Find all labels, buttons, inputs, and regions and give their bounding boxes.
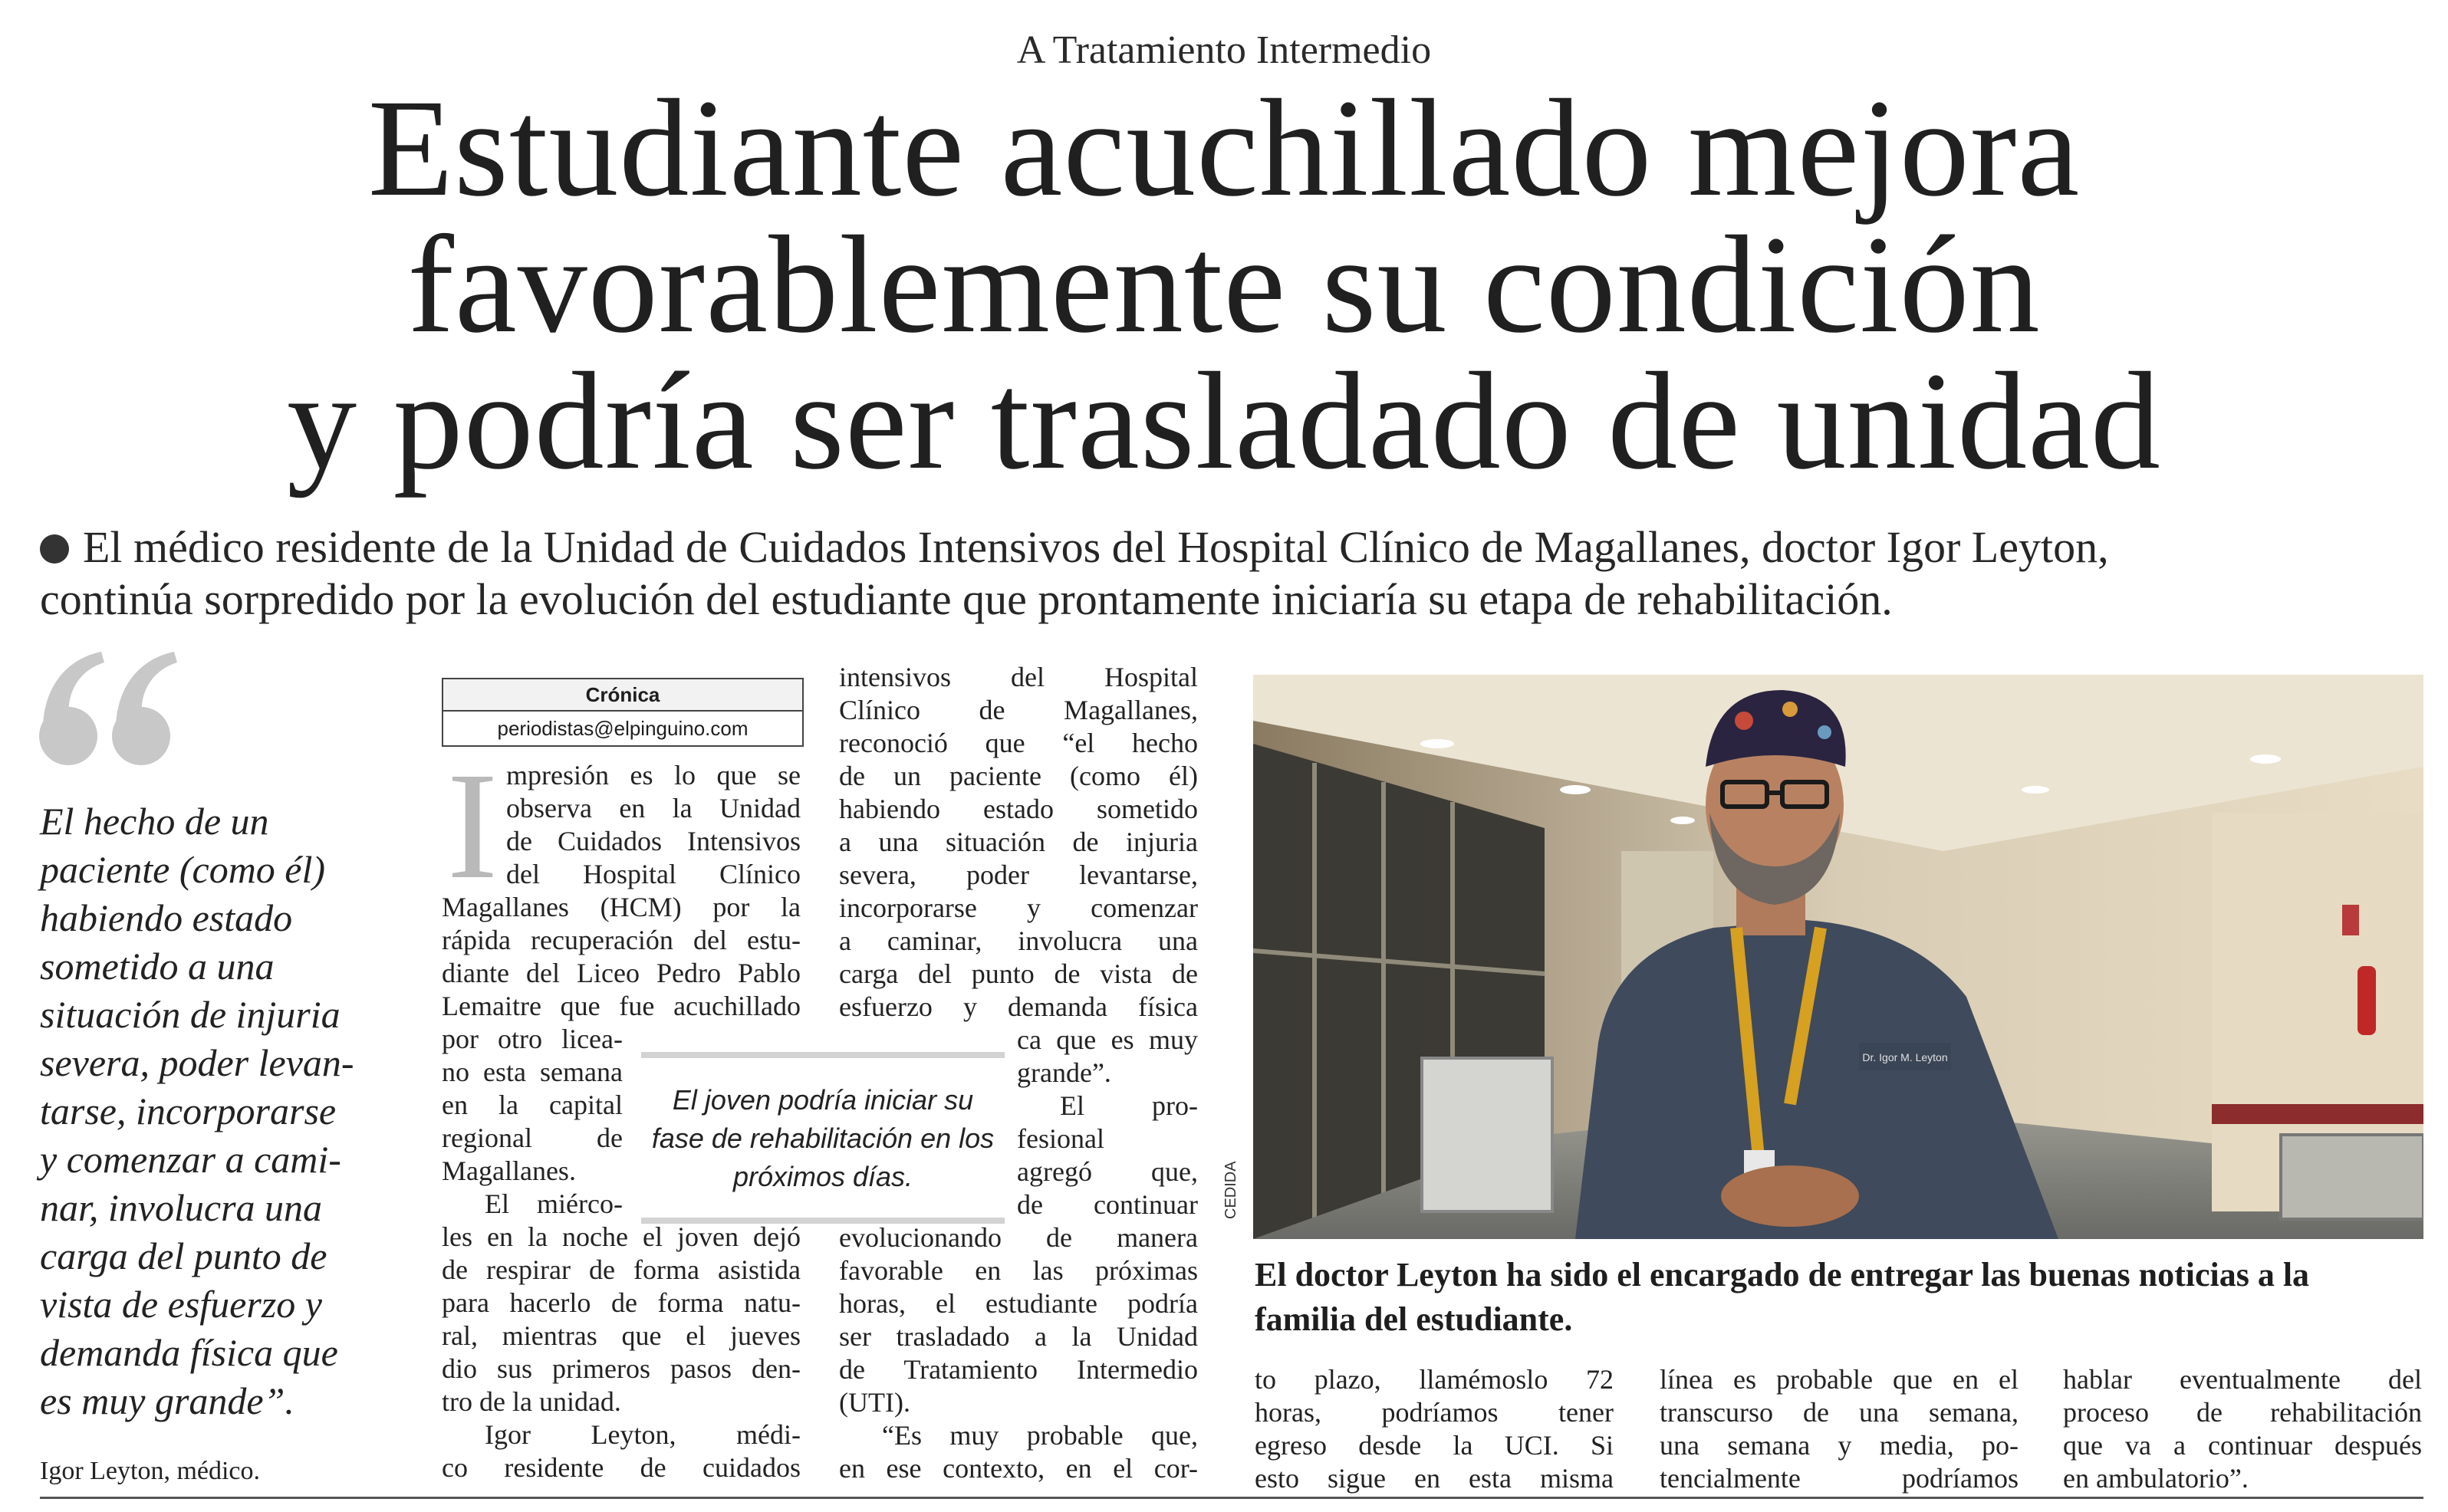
text-line: fesional bbox=[1017, 1123, 1104, 1154]
text-line: carga del punto de vista de bbox=[839, 958, 1198, 989]
hospital-corridor-image bbox=[1253, 675, 2423, 1239]
pull-quote-line: sometido a una bbox=[40, 945, 275, 988]
pull-quote-line: El hecho de un bbox=[40, 800, 269, 843]
lead-line: continúa sorpredido por la evolución del estudiante que prontamente iniciaría su etapa de rehabilitación. bbox=[40, 574, 1893, 624]
lead-line: El médico residente de la Unidad de Cuidados Intensivos del Hospital Clínico de Magallanes, doctor Igor Leyton, bbox=[83, 522, 2109, 572]
pull-quote-line: nar, involucra una bbox=[40, 1186, 323, 1229]
pull-quote-source: Igor Leyton, médico. bbox=[40, 1457, 261, 1485]
text-line: de un paciente (como él) bbox=[839, 761, 1198, 791]
text-line: ser trasladado a la Unidad bbox=[839, 1321, 1198, 1352]
text-line: egreso desde la UCI. Si bbox=[1255, 1430, 1614, 1461]
text-line: una semana y media, po- bbox=[1660, 1430, 2019, 1461]
inset-quote-line: El joven podría iniciar su bbox=[672, 1084, 974, 1116]
pull-quote-line: carga del punto de bbox=[40, 1234, 327, 1277]
text-line: Lemaitre que fue acuchillado bbox=[442, 991, 801, 1021]
byline-email: periodistas@elpinguino.com bbox=[497, 717, 749, 740]
text-line: observa en la Unidad bbox=[506, 793, 801, 823]
text-line: habiendo estado sometido bbox=[839, 794, 1198, 824]
inset-quote-line: próximos días. bbox=[732, 1161, 913, 1192]
text-line: del Hospital Clínico bbox=[506, 859, 801, 889]
text-line: de Tratamiento Intermedio bbox=[839, 1354, 1198, 1385]
text-line: Magallanes. bbox=[442, 1155, 576, 1186]
text-line: evolucionando de manera bbox=[839, 1222, 1198, 1253]
text-line: Magallanes (HCM) por la bbox=[442, 892, 801, 922]
text-line: esto sigue en esta misma bbox=[1255, 1463, 1614, 1494]
text-line: línea es probable que en el bbox=[1660, 1364, 2019, 1395]
text-line: incorporarse y comenzar bbox=[839, 892, 1198, 923]
text-line: esfuerzo y demanda física bbox=[839, 991, 1198, 1022]
text-line: por otro licea- bbox=[442, 1024, 623, 1054]
text-line: to plazo, llamémoslo 72 bbox=[1255, 1364, 1614, 1395]
text-line: reconoció que “el hecho bbox=[839, 728, 1198, 758]
text-line: de continuar bbox=[1017, 1189, 1198, 1220]
text-line: regional de bbox=[442, 1122, 623, 1153]
byline-box bbox=[442, 678, 804, 747]
text-line: “Es muy probable que, bbox=[882, 1420, 1198, 1451]
inset-quote-line: fase de rehabilitación en los bbox=[651, 1122, 995, 1154]
text-line: en ese contexto, en el cor- bbox=[839, 1453, 1198, 1484]
quote-mark-icon bbox=[34, 636, 187, 790]
pull-quote-line: severa, poder levan- bbox=[40, 1041, 354, 1084]
text-line: horas, podríamos tener bbox=[1255, 1397, 1614, 1428]
headline bbox=[0, 71, 2448, 498]
caption-line: El doctor Leyton ha sido el encargado de entregar las buenas noticias a la bbox=[1255, 1256, 2310, 1293]
headline-line: Estudiante acuchillado mejora bbox=[367, 71, 2081, 225]
text-line: dio sus primeros pasos den- bbox=[442, 1353, 801, 1384]
bottom-rule bbox=[40, 1497, 2423, 1499]
caption-line: familia del estudiante. bbox=[1255, 1300, 1573, 1338]
text-line: de Cuidados Intensivos bbox=[506, 826, 801, 856]
text-line: grande”. bbox=[1017, 1057, 1111, 1088]
text-line: diante del Liceo Pedro Pablo bbox=[442, 958, 801, 988]
pull-quote-line: y comenzar a cami- bbox=[40, 1138, 341, 1181]
text-line: Igor Leyton, médi- bbox=[485, 1419, 801, 1450]
text-line: en la capital bbox=[442, 1090, 623, 1120]
text-line: a una situación de injuria bbox=[839, 827, 1198, 857]
text-line: Clínico de Magallanes, bbox=[839, 695, 1198, 725]
pull-quote-line: demanda física que bbox=[40, 1331, 338, 1374]
text-line: El pro- bbox=[1060, 1090, 1198, 1121]
text-line: El miérco- bbox=[485, 1188, 623, 1219]
text-line: transcurso de una semana, bbox=[1660, 1397, 2019, 1428]
text-line: en ambulatorio”. bbox=[2063, 1463, 2249, 1494]
headline-line: favorablemente su condición bbox=[407, 208, 2041, 362]
pull-quote-line: vista de esfuerzo y bbox=[40, 1283, 322, 1326]
text-line: tro de la unidad. bbox=[442, 1386, 621, 1417]
text-line: agregó que, bbox=[1017, 1156, 1198, 1187]
drop-cap: I bbox=[446, 741, 498, 911]
text-line: tencialmente podríamos bbox=[1660, 1463, 2019, 1494]
text-line: les en la noche el joven dejó bbox=[442, 1221, 801, 1252]
text-line: hablar eventualmente del bbox=[2063, 1364, 2422, 1395]
article-photo bbox=[1253, 675, 2423, 1239]
text-line: rápida recuperación del estu- bbox=[442, 925, 801, 955]
photo-badge-text: Dr. Igor M. Leyton bbox=[1862, 1051, 1948, 1063]
text-line: ca que es muy bbox=[1017, 1024, 1198, 1055]
body-column-3 bbox=[1255, 1363, 1614, 1495]
pull-quote-line: tarse, incorporarse bbox=[40, 1090, 337, 1132]
text-line: severa, poder levantarse, bbox=[839, 860, 1198, 890]
text-line: que va a continuar después bbox=[2063, 1430, 2422, 1461]
text-line: proceso de rehabilitación bbox=[2063, 1397, 2422, 1428]
text-line: ral, mientras que el jueves bbox=[442, 1320, 801, 1351]
text-line: para hacerlo de forma natu- bbox=[442, 1287, 801, 1318]
text-line: a caminar, involucra una bbox=[839, 925, 1198, 956]
headline-line: y podría ser trasladado de unidad bbox=[287, 344, 2161, 498]
pull-quote-line: paciente (como él) bbox=[40, 848, 326, 891]
body-column-4 bbox=[1660, 1363, 2019, 1495]
text-line: horas, el estudiante podría bbox=[839, 1288, 1198, 1319]
pull-quote-line: es muy grande”. bbox=[40, 1379, 294, 1422]
photo-credit: CEDIDA bbox=[1222, 1161, 1239, 1219]
text-line: no esta semana bbox=[442, 1057, 623, 1087]
text-line: favorable en las próximas bbox=[839, 1255, 1198, 1286]
inset-quote bbox=[641, 1052, 1005, 1224]
pull-quote-line: habiendo estado bbox=[40, 896, 293, 939]
kicker: A Tratamiento Intermedio bbox=[1016, 28, 1432, 72]
body-column-5 bbox=[2063, 1363, 2422, 1495]
pull-quote bbox=[40, 797, 408, 1425]
pull-quote-line: situación de injuria bbox=[40, 993, 341, 1036]
section-label: Crónica bbox=[443, 679, 802, 712]
text-line: mpresión es lo que se bbox=[506, 760, 801, 791]
bullet-icon bbox=[40, 534, 69, 564]
lead-paragraph bbox=[40, 521, 2417, 626]
text-line: de respirar de forma asistida bbox=[442, 1254, 801, 1285]
text-line: co residente de cuidados bbox=[442, 1452, 801, 1483]
text-line: intensivos del Hospital bbox=[839, 662, 1198, 692]
text-line: (UTI). bbox=[839, 1387, 910, 1418]
photo-caption bbox=[1255, 1253, 2420, 1342]
